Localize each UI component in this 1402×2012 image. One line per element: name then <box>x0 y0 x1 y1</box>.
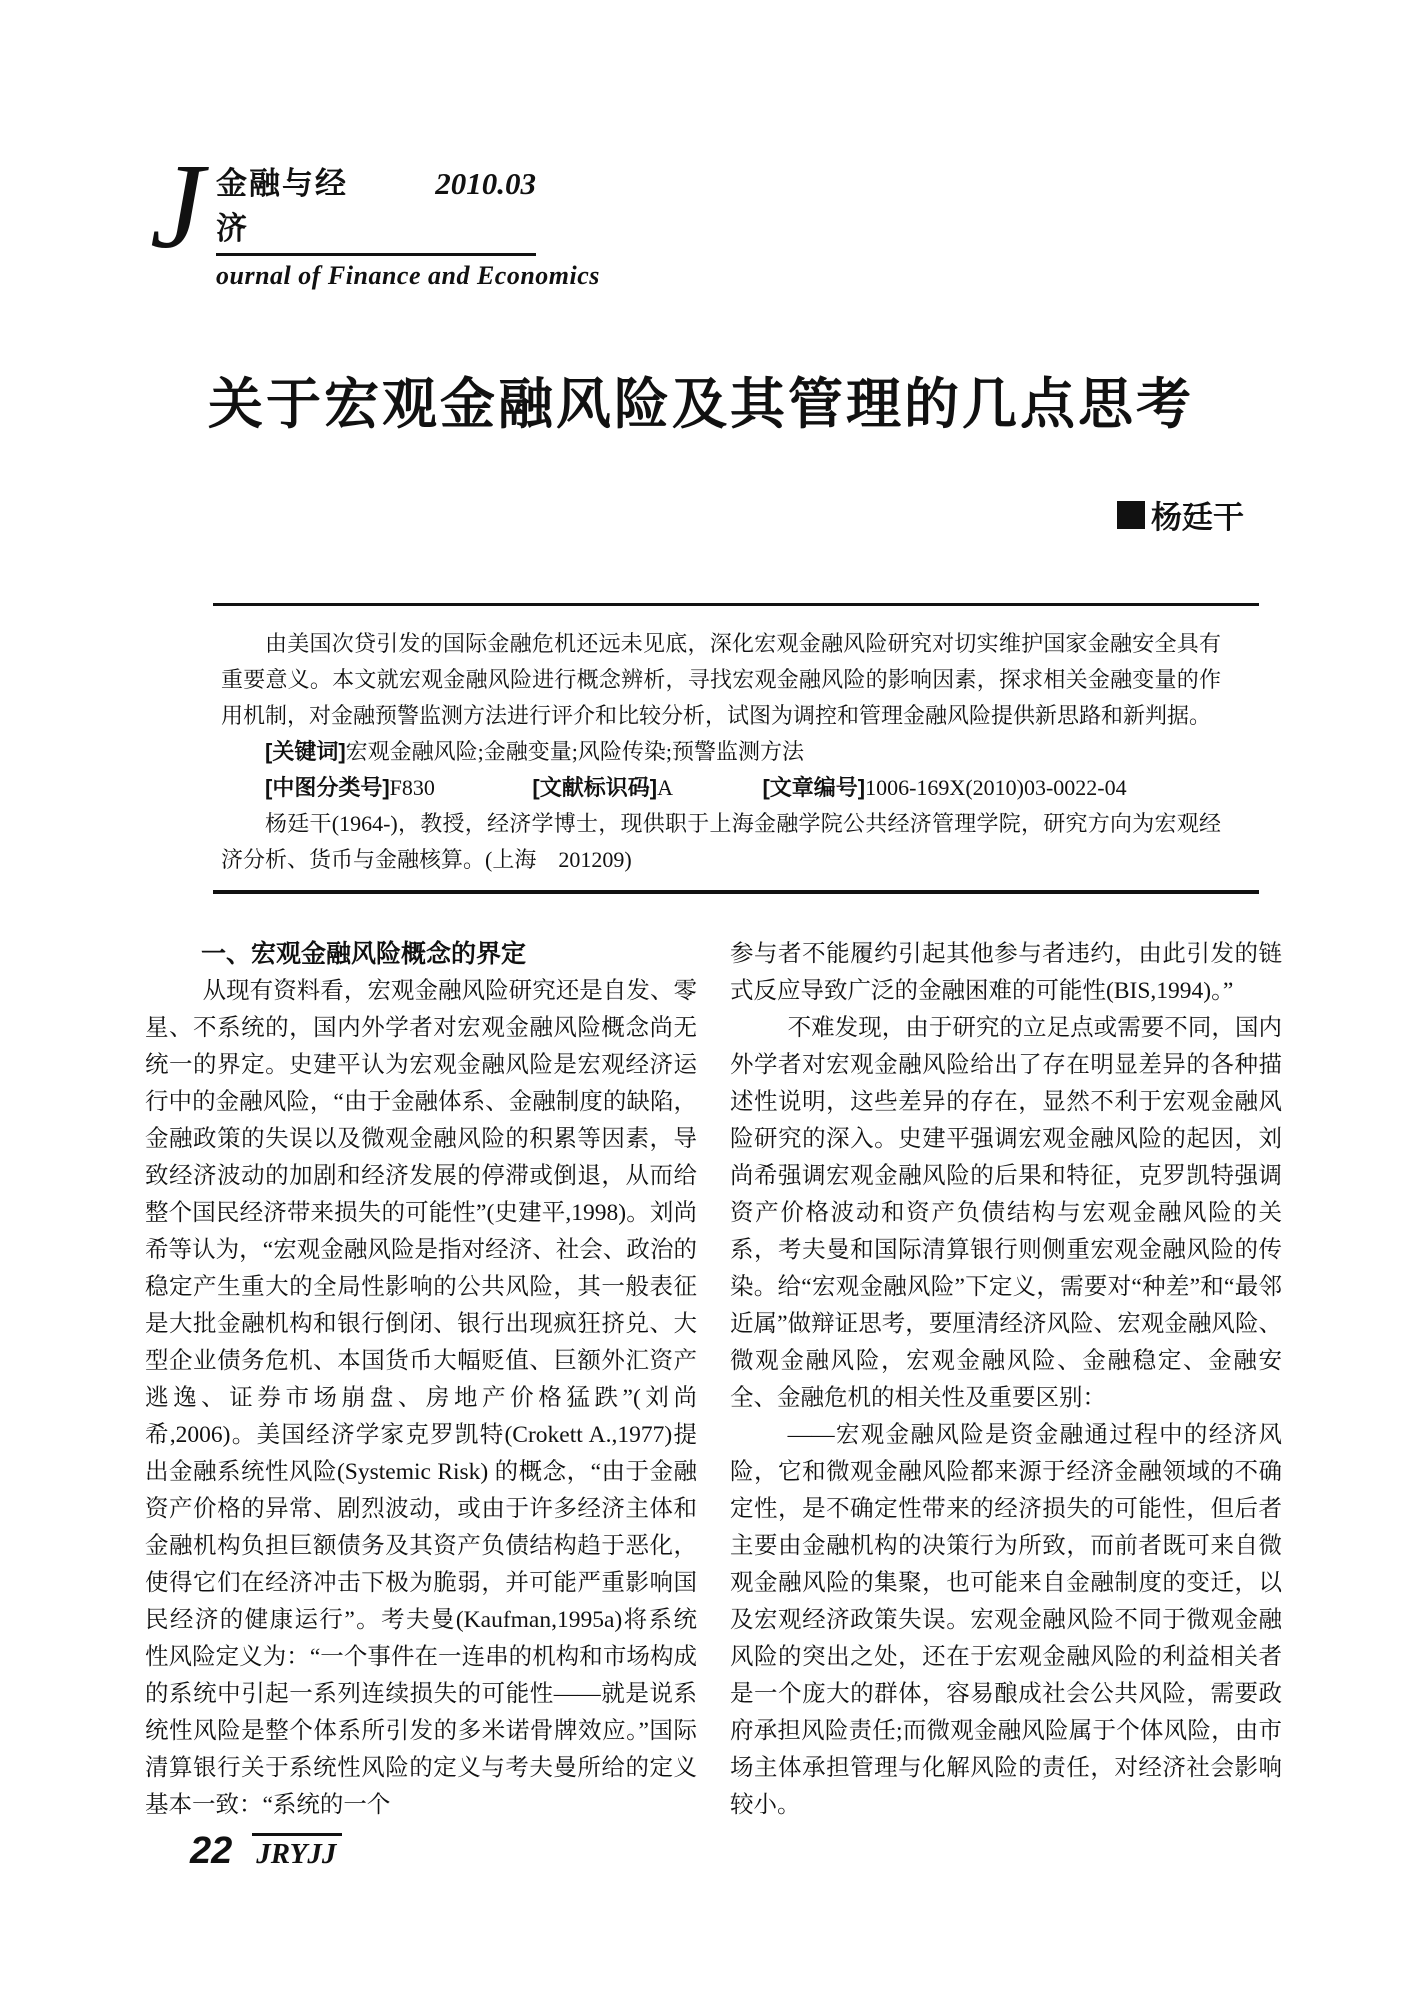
keywords-label: [关键词] <box>265 739 346 764</box>
abstract-block <box>213 603 1259 894</box>
page-footer <box>190 1830 342 1873</box>
journal-issue: 2010.03 <box>435 166 536 201</box>
article-id-value: 1006-169X(2010)03-0022-04 <box>865 775 1127 800</box>
author-bio: 杨廷干(1964-)，教授，经济学博士，现供职于上海金融学院公共经济管理学院，研究方向为宏观经济分析、货币与金融核算。(上海 201209) <box>221 811 1221 872</box>
article-id-label: [文章编号] <box>762 775 866 800</box>
body-paragraph: ——宏观金融风险是资金融通过程中的经济风险，它和微观金融风险都来源于经济金融领域的不确定性，是不确定性带来的经济损失的可能性，但后者主要由金融机构的决策行为所致，而前者既可来自微观金融风险的集聚，也可能来自金融制度的变迁，以及宏观经济政策失误。宏观金融风险不同于微观金融风险的突出之处，还在于宏观金融风险的利益相关者是一个庞大的群体，容易酿成社会公共风险，需要政府承担风险责任;而微观金融风险属于个体风险，由市场主体承担管理与化解风险的责任，对经济社会影响较小。 <box>730 1422 1282 1818</box>
journal-logo-j-icon: J <box>150 139 205 274</box>
author-name: 杨廷干 <box>1151 500 1244 535</box>
body-left-column <box>145 936 697 1824</box>
page-number: 22 <box>190 1830 233 1872</box>
clc-value: F830 <box>389 775 435 800</box>
article-title: 关于宏观金融风险及其管理的几点思考 <box>207 374 1194 435</box>
classification-line <box>221 770 1221 806</box>
body-paragraph: 不难发现，由于研究的立足点或需要不同，国内外学者对宏观金融风险给出了存在明显差异的各种描述性说明，这些差异的存在，显然不利于宏观金融风险研究的深入。史建平强调宏观金融风险的起因，刘尚希强调宏观金融风险的后果和特征，克罗凯特强调资产价格波动和资产负债结构与宏观金融风险的关系，考夫曼和国际清算银行则侧重宏观金融风险的传染。给“宏观金融风险”下定义，需要对“种差”和“最邻近属”做辩证思考，要厘清经济风险、宏观金融风险、微观金融风险，宏观金融风险、金融稳定、金融安全、金融危机的相关性及重要区别： <box>730 1015 1282 1411</box>
author-marker-icon <box>1117 501 1145 529</box>
abstract-text: 由美国次贷引发的国际金融危机还远未见底，深化宏观金融风险研究对切实维护国家金融安全具有重要意义。本文就宏观金融风险进行概念辨析，寻找宏观金融风险的影响因素，探求相关金融变量的作用机制，对金融预警监测方法进行评介和比较分析，试图为调控和管理金融风险提供新思路和新判据。 <box>221 631 1221 728</box>
doc-code-value: A <box>657 775 673 800</box>
body-right-column <box>730 936 1282 1824</box>
journal-name-cn: 金融与经济 <box>216 166 348 246</box>
author-line <box>1117 492 1244 537</box>
clc-segment <box>265 775 435 800</box>
section-heading: 一、宏观金融风险概念的界定 <box>201 940 527 968</box>
body-paragraph: 参与者不能履约引起其他参与者违约，由此引发的链式反应导致广泛的金融困难的可能性(BIS,1994)。” <box>730 941 1282 1004</box>
body-paragraph: 从现有资料看，宏观金融风险研究还是自发、零星、不系统的，国内外学者对宏观金融风险概念尚无统一的界定。史建平认为宏观金融风险是宏观经济运行中的金融风险，“由于金融体系、金融制度的缺陷，金融政策的失误以及微观金融风险的积累等因素，导致经济波动的加剧和经济发展的停滞或倒退，从而给整个国民经济带来损失的可能性”(史建平,1998)。刘尚希等认为，“宏观金融风险是指对经济、社会、政治的稳定产生重大的全局性影响的公共风险，其一般表征是大批金融机构和银行倒闭、银行出现疯狂挤兑、大型企业债务危机、本国货币大幅贬值、巨额外汇资产逃逸、证券市场崩盘、房地产价格猛跌”(刘尚希,2006)。美国经济学家克罗凯特(Crokett A.,1977)提出金融系统性风险(Systemic Risk) 的概念，“由于金融资产价格的异常、剧烈波动，或由于许多经济主体和金融机构负担巨额债务及其资产负债结构趋于恶化，使得它们在经济冲击下极为脆弱，并可能严重影响国民经济的健康运行”。考夫曼(Kaufman,1995a)将系统性风险定义为：“一个事件在一连串的机构和市场构成的系统中引起一系列连续损失的可能性——就是说系统性风险是整个体系所引发的多米诺骨牌效应。”国际清算银行关于系统性风险的定义与考夫曼所给的定义基本一致：“系统的一个 <box>145 978 697 1818</box>
journal-header-text <box>216 158 600 291</box>
keywords-text: 宏观金融风险;金融变量;风险传染;预警监测方法 <box>345 739 804 764</box>
clc-label: [中图分类号] <box>265 775 390 800</box>
doc-code-segment <box>532 775 673 800</box>
journal-name-row <box>216 158 536 256</box>
article-id-segment <box>762 775 1126 800</box>
keywords-line <box>221 734 1221 770</box>
journal-header <box>150 139 600 291</box>
journal-name-en: ournal of Finance and Economics <box>216 261 600 290</box>
doc-code-label: [文献标识码] <box>532 775 658 800</box>
journal-abbr: JRYJJ <box>252 1833 342 1871</box>
